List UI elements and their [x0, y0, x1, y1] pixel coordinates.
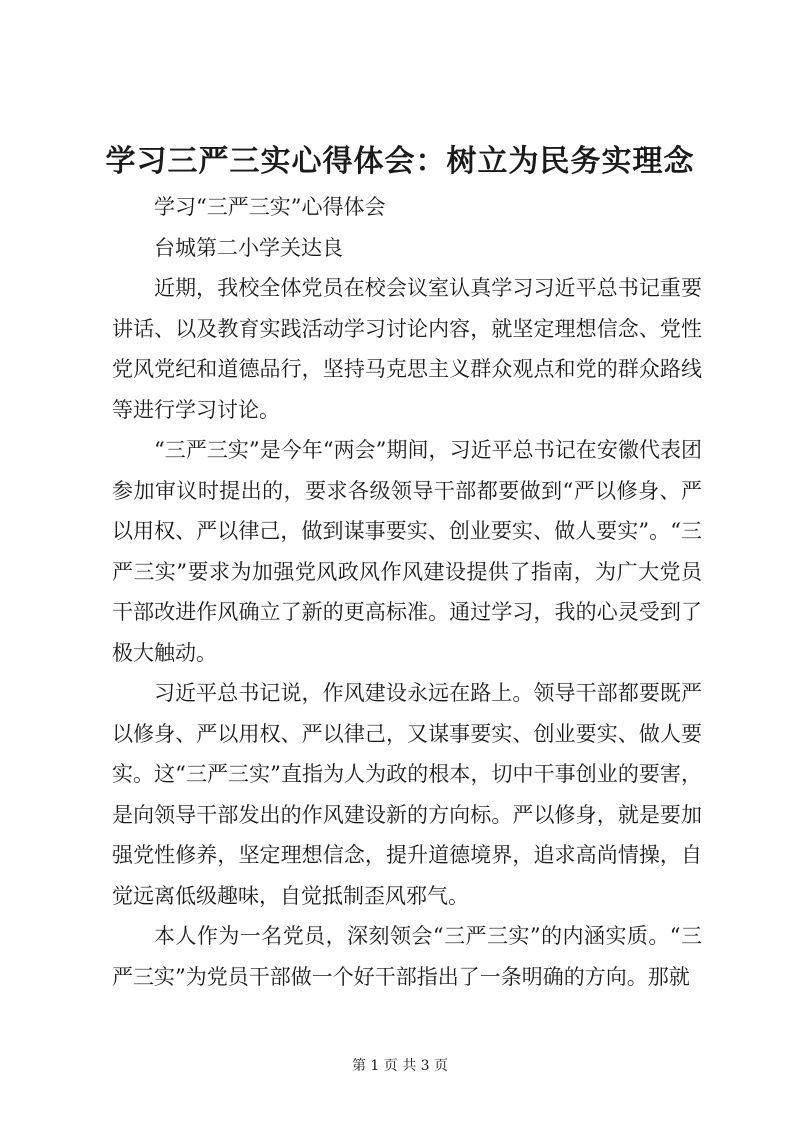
- document-body: [112, 187, 702, 997]
- body-paragraph-2: “三严三实”是今年“两会”期间，习近平总书记在安徽代表团参加审议时提出的，要求各级领导干部都要做到“严以修身、严以用权、严以律己，做到谋事要实、创业要实、做人要实”。“三严三实”要求为加强党风政风作风建设提供了指南，为广大党员干部改进作风确立了新的更高标准。通过学习，我的心灵受到了极大触动。: [112, 438, 702, 665]
- page-footer: 第 1 页 共 3 页: [351, 1058, 449, 1074]
- body-paragraph-1: 近期，我校全体党员在校会议室认真学习习近平总书记重要讲话、以及教育实践活动学习讨论内容，就坚定理想信念、党性党风党纪和道德品行，坚持马克思主义群众观点和党的群众路线等进行学习讨论。: [112, 276, 702, 422]
- author-paragraph: 台城第二小学关达良: [154, 235, 343, 260]
- subtitle-paragraph: 学习“三严三实”心得体会: [154, 195, 386, 219]
- document-title: 学习三严三实心得体会：树立为民务实理念: [105, 144, 695, 179]
- body-paragraph-3: 习近平总书记说，作风建设永远在路上。领导干部都要既严以修身、严以用权、严以律己，又谋事要实、创业要实、做人要实。这“三严三实”直指为人为政的根本，切中干事创业的要害，是向领导干部发出的作风建设新的方向标。严以修身，就是要加强党性修养，坚定理想信念，提升道德境界，追求高尚情操，自觉远离低级趣味，自觉抵制歪风邪气。: [112, 681, 702, 908]
- body-paragraph-4: 本人作为一名党员，深刻领会“三严三实”的内涵实质。“三严三实”为党员干部做一个好干部指出了一条明确的方向。那就: [112, 924, 702, 989]
